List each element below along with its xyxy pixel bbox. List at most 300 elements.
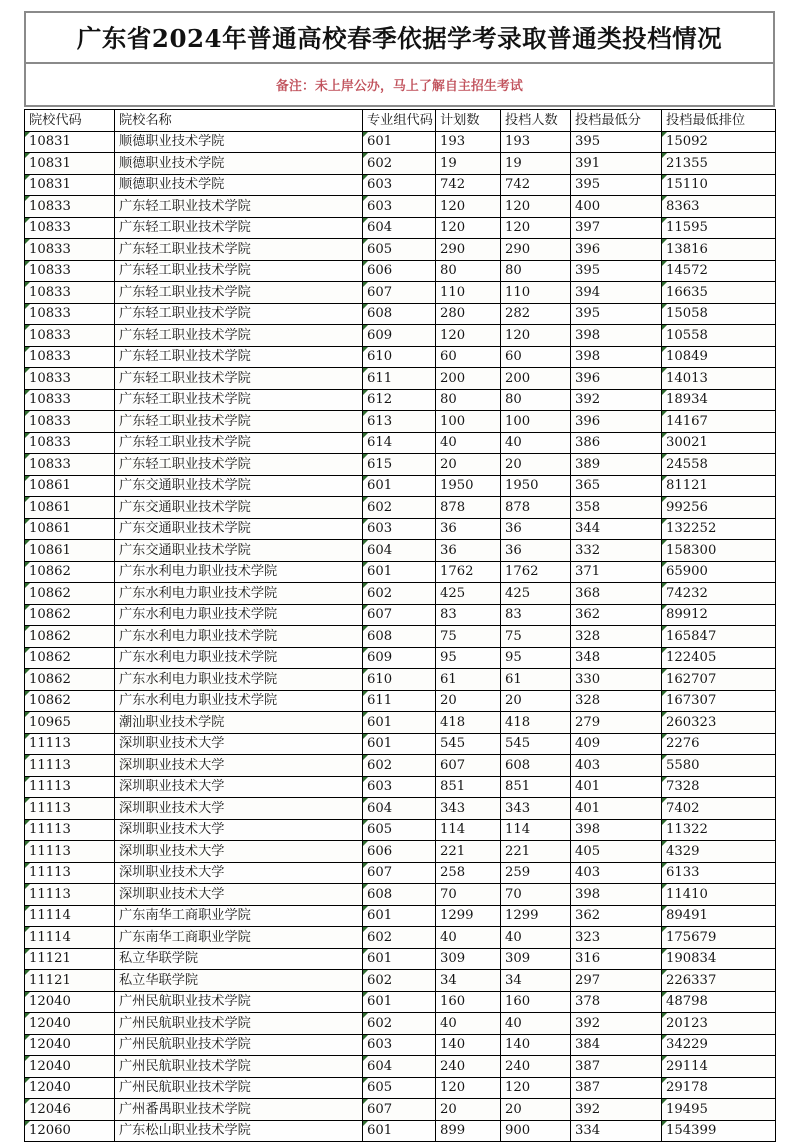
cell-school-name: 广东南华工商职业学院 [115, 927, 363, 949]
cell-school-code: 10833 [25, 411, 115, 433]
column-header-min-rank: 投档最低排位 [662, 110, 776, 132]
cell-major-group-code: 607 [363, 604, 436, 626]
table-row [25, 626, 776, 648]
cell-school-name: 广东轻工职业技术学院 [115, 282, 363, 304]
cell-school-code: 11121 [25, 970, 115, 992]
table-row [25, 260, 776, 282]
cell-plan-count: 20 [436, 1099, 501, 1121]
cell-school-code: 10862 [25, 669, 115, 691]
cell-min-score: 330 [571, 669, 662, 691]
cell-plan-count: 60 [436, 346, 501, 368]
table-row [25, 497, 776, 519]
title-box [24, 11, 775, 63]
cell-plan-count: 240 [436, 1056, 501, 1078]
cell-school-name: 顺德职业技术学院 [115, 131, 363, 153]
cell-school-code: 10862 [25, 583, 115, 605]
cell-admitted-count: 70 [501, 884, 571, 906]
cell-plan-count: 40 [436, 432, 501, 454]
cell-plan-count: 120 [436, 1077, 501, 1099]
table-row [25, 841, 776, 863]
cell-major-group-code: 614 [363, 432, 436, 454]
cell-major-group-code: 603 [363, 174, 436, 196]
cell-major-group-code: 607 [363, 1099, 436, 1121]
table-body [25, 131, 776, 1142]
cell-min-rank: 19495 [662, 1099, 776, 1121]
column-header-school-code: 院校代码 [25, 110, 115, 132]
table-row [25, 647, 776, 669]
cell-admitted-count: 1299 [501, 905, 571, 927]
cell-admitted-count: 418 [501, 712, 571, 734]
cell-admitted-count: 193 [501, 131, 571, 153]
cell-min-score: 328 [571, 690, 662, 712]
cell-min-rank: 167307 [662, 690, 776, 712]
cell-plan-count: 110 [436, 282, 501, 304]
cell-school-code: 12040 [25, 1077, 115, 1099]
cell-school-name: 广东松山职业技术学院 [115, 1120, 363, 1142]
table-row [25, 991, 776, 1013]
cell-plan-count: 20 [436, 454, 501, 476]
cell-min-score: 398 [571, 819, 662, 841]
cell-min-rank: 10849 [662, 346, 776, 368]
cell-school-name: 广东水利电力职业技术学院 [115, 669, 363, 691]
cell-plan-count: 36 [436, 518, 501, 540]
cell-admitted-count: 851 [501, 776, 571, 798]
table-row [25, 153, 776, 175]
cell-school-code: 10833 [25, 239, 115, 261]
cell-min-rank: 190834 [662, 948, 776, 970]
cell-admitted-count: 120 [501, 217, 571, 239]
cell-plan-count: 120 [436, 217, 501, 239]
cell-major-group-code: 601 [363, 733, 436, 755]
cell-major-group-code: 601 [363, 905, 436, 927]
cell-min-rank: 65900 [662, 561, 776, 583]
cell-major-group-code: 613 [363, 411, 436, 433]
table-row [25, 432, 776, 454]
cell-min-rank: 162707 [662, 669, 776, 691]
cell-min-rank: 14013 [662, 368, 776, 390]
cell-school-code: 11113 [25, 798, 115, 820]
cell-major-group-code: 607 [363, 282, 436, 304]
cell-major-group-code: 615 [363, 454, 436, 476]
cell-min-score: 387 [571, 1056, 662, 1078]
cell-min-rank: 10558 [662, 325, 776, 347]
cell-min-rank: 99256 [662, 497, 776, 519]
cell-min-score: 323 [571, 927, 662, 949]
cell-admitted-count: 120 [501, 1077, 571, 1099]
cell-min-rank: 132252 [662, 518, 776, 540]
cell-plan-count: 1299 [436, 905, 501, 927]
cell-school-name: 广东水利电力职业技术学院 [115, 690, 363, 712]
cell-school-code: 10833 [25, 325, 115, 347]
cell-school-code: 10833 [25, 454, 115, 476]
cell-min-rank: 158300 [662, 540, 776, 562]
cell-min-rank: 16635 [662, 282, 776, 304]
cell-min-score: 395 [571, 174, 662, 196]
cell-school-name: 广州番禺职业技术学院 [115, 1099, 363, 1121]
table-row [25, 303, 776, 325]
table-row [25, 1099, 776, 1121]
cell-school-name: 广东轻工职业技术学院 [115, 239, 363, 261]
cell-plan-count: 545 [436, 733, 501, 755]
cell-min-rank: 165847 [662, 626, 776, 648]
cell-min-score: 348 [571, 647, 662, 669]
cell-min-rank: 29114 [662, 1056, 776, 1078]
cell-min-rank: 11410 [662, 884, 776, 906]
cell-plan-count: 193 [436, 131, 501, 153]
table-row [25, 905, 776, 927]
table-row [25, 1077, 776, 1099]
cell-admitted-count: 1762 [501, 561, 571, 583]
cell-school-code: 10861 [25, 540, 115, 562]
table-row [25, 325, 776, 347]
cell-school-name: 广东轻工职业技术学院 [115, 432, 363, 454]
cell-admitted-count: 40 [501, 432, 571, 454]
column-header-school-name: 院校名称 [115, 110, 363, 132]
cell-min-score: 362 [571, 604, 662, 626]
cell-school-name: 广东水利电力职业技术学院 [115, 583, 363, 605]
cell-major-group-code: 604 [363, 798, 436, 820]
cell-plan-count: 61 [436, 669, 501, 691]
cell-school-name: 广东交通职业技术学院 [115, 518, 363, 540]
cell-min-score: 401 [571, 798, 662, 820]
cell-admitted-count: 34 [501, 970, 571, 992]
cell-school-code: 11113 [25, 733, 115, 755]
cell-plan-count: 20 [436, 690, 501, 712]
table-row [25, 561, 776, 583]
cell-admitted-count: 114 [501, 819, 571, 841]
page-title: 广东省2024年普通高校春季依据学考录取普通类投档情况 [76, 24, 723, 53]
cell-school-name: 私立华联学院 [115, 970, 363, 992]
cell-school-code: 10833 [25, 346, 115, 368]
cell-school-code: 10861 [25, 497, 115, 519]
cell-school-name: 深圳职业技术大学 [115, 884, 363, 906]
cell-admitted-count: 545 [501, 733, 571, 755]
cell-plan-count: 95 [436, 647, 501, 669]
cell-admitted-count: 120 [501, 325, 571, 347]
cell-school-code: 11113 [25, 776, 115, 798]
cell-major-group-code: 605 [363, 239, 436, 261]
cell-school-name: 深圳职业技术大学 [115, 755, 363, 777]
cell-min-score: 398 [571, 884, 662, 906]
cell-major-group-code: 611 [363, 690, 436, 712]
cell-min-score: 396 [571, 368, 662, 390]
cell-school-code: 12040 [25, 991, 115, 1013]
cell-school-name: 广东轻工职业技术学院 [115, 217, 363, 239]
column-header-major-group-code: 专业组代码 [363, 110, 436, 132]
cell-school-code: 11121 [25, 948, 115, 970]
table-row [25, 776, 776, 798]
cell-school-name: 深圳职业技术大学 [115, 776, 363, 798]
cell-major-group-code: 608 [363, 303, 436, 325]
cell-min-score: 403 [571, 862, 662, 884]
cell-min-rank: 81121 [662, 475, 776, 497]
cell-plan-count: 418 [436, 712, 501, 734]
cell-major-group-code: 610 [363, 346, 436, 368]
cell-school-code: 12040 [25, 1056, 115, 1078]
cell-min-score: 362 [571, 905, 662, 927]
cell-major-group-code: 609 [363, 647, 436, 669]
cell-min-rank: 48798 [662, 991, 776, 1013]
admission-table-wrapper [24, 109, 775, 1142]
cell-school-code: 10831 [25, 153, 115, 175]
cell-min-rank: 154399 [662, 1120, 776, 1142]
cell-plan-count: 40 [436, 927, 501, 949]
cell-school-name: 广东轻工职业技术学院 [115, 368, 363, 390]
cell-min-score: 395 [571, 131, 662, 153]
cell-school-code: 11113 [25, 755, 115, 777]
cell-school-name: 广东南华工商职业学院 [115, 905, 363, 927]
cell-min-rank: 4329 [662, 841, 776, 863]
cell-school-code: 11113 [25, 862, 115, 884]
cell-min-score: 405 [571, 841, 662, 863]
table-row [25, 690, 776, 712]
cell-min-rank: 18934 [662, 389, 776, 411]
cell-major-group-code: 603 [363, 196, 436, 218]
cell-admitted-count: 120 [501, 196, 571, 218]
column-header-min-score: 投档最低分 [571, 110, 662, 132]
cell-school-code: 10833 [25, 303, 115, 325]
cell-major-group-code: 608 [363, 626, 436, 648]
remark-text: 备注：未上岸公办，马上了解自主招生考试 [276, 79, 523, 94]
cell-plan-count: 100 [436, 411, 501, 433]
cell-major-group-code: 602 [363, 1013, 436, 1035]
cell-min-rank: 260323 [662, 712, 776, 734]
cell-plan-count: 120 [436, 325, 501, 347]
cell-plan-count: 75 [436, 626, 501, 648]
table-row [25, 970, 776, 992]
cell-admitted-count: 259 [501, 862, 571, 884]
cell-school-code: 10833 [25, 217, 115, 239]
cell-min-score: 398 [571, 346, 662, 368]
table-row [25, 389, 776, 411]
cell-min-score: 395 [571, 303, 662, 325]
table-row [25, 174, 776, 196]
cell-major-group-code: 601 [363, 1120, 436, 1142]
cell-school-name: 广东交通职业技术学院 [115, 540, 363, 562]
cell-admitted-count: 309 [501, 948, 571, 970]
table-row [25, 239, 776, 261]
cell-plan-count: 290 [436, 239, 501, 261]
cell-plan-count: 343 [436, 798, 501, 820]
cell-major-group-code: 610 [363, 669, 436, 691]
cell-school-name: 深圳职业技术大学 [115, 798, 363, 820]
cell-min-score: 334 [571, 1120, 662, 1142]
cell-plan-count: 34 [436, 970, 501, 992]
cell-school-code: 10861 [25, 475, 115, 497]
cell-school-name: 广东交通职业技术学院 [115, 497, 363, 519]
table-row [25, 1034, 776, 1056]
cell-school-name: 广州民航职业技术学院 [115, 1056, 363, 1078]
cell-min-score: 395 [571, 260, 662, 282]
cell-plan-count: 899 [436, 1120, 501, 1142]
cell-min-rank: 21355 [662, 153, 776, 175]
cell-min-rank: 11322 [662, 819, 776, 841]
cell-school-name: 潮汕职业技术学院 [115, 712, 363, 734]
cell-major-group-code: 609 [363, 325, 436, 347]
cell-min-rank: 122405 [662, 647, 776, 669]
cell-admitted-count: 19 [501, 153, 571, 175]
table-row [25, 604, 776, 626]
table-row [25, 733, 776, 755]
cell-admitted-count: 425 [501, 583, 571, 605]
cell-school-code: 11113 [25, 819, 115, 841]
cell-plan-count: 309 [436, 948, 501, 970]
cell-admitted-count: 60 [501, 346, 571, 368]
column-header-admitted-count: 投档人数 [501, 110, 571, 132]
cell-school-name: 深圳职业技术大学 [115, 841, 363, 863]
cell-admitted-count: 1950 [501, 475, 571, 497]
table-row [25, 454, 776, 476]
cell-plan-count: 114 [436, 819, 501, 841]
cell-major-group-code: 602 [363, 755, 436, 777]
cell-min-score: 392 [571, 1099, 662, 1121]
cell-min-rank: 89912 [662, 604, 776, 626]
cell-major-group-code: 601 [363, 712, 436, 734]
cell-school-code: 10831 [25, 131, 115, 153]
cell-major-group-code: 605 [363, 819, 436, 841]
cell-admitted-count: 20 [501, 454, 571, 476]
table-row [25, 217, 776, 239]
cell-min-rank: 11595 [662, 217, 776, 239]
cell-min-rank: 89491 [662, 905, 776, 927]
cell-min-rank: 6133 [662, 862, 776, 884]
cell-plan-count: 40 [436, 1013, 501, 1035]
table-row [25, 798, 776, 820]
cell-major-group-code: 603 [363, 518, 436, 540]
cell-min-score: 386 [571, 432, 662, 454]
cell-school-code: 12040 [25, 1034, 115, 1056]
cell-admitted-count: 160 [501, 991, 571, 1013]
cell-admitted-count: 83 [501, 604, 571, 626]
cell-min-score: 398 [571, 325, 662, 347]
cell-major-group-code: 606 [363, 260, 436, 282]
column-header-plan-count: 计划数 [436, 110, 501, 132]
cell-admitted-count: 36 [501, 518, 571, 540]
cell-school-name: 广州民航职业技术学院 [115, 991, 363, 1013]
cell-school-code: 11113 [25, 884, 115, 906]
cell-school-name: 广州民航职业技术学院 [115, 1013, 363, 1035]
cell-min-rank: 15092 [662, 131, 776, 153]
cell-min-score: 332 [571, 540, 662, 562]
cell-school-code: 10862 [25, 604, 115, 626]
cell-school-name: 广州民航职业技术学院 [115, 1034, 363, 1056]
table-row [25, 282, 776, 304]
cell-school-code: 10833 [25, 389, 115, 411]
cell-min-score: 344 [571, 518, 662, 540]
cell-admitted-count: 100 [501, 411, 571, 433]
cell-school-code: 11114 [25, 927, 115, 949]
cell-school-name: 广东轻工职业技术学院 [115, 196, 363, 218]
cell-school-code: 10833 [25, 196, 115, 218]
cell-min-score: 391 [571, 153, 662, 175]
cell-min-score: 392 [571, 389, 662, 411]
cell-school-name: 广东水利电力职业技术学院 [115, 647, 363, 669]
table-row [25, 368, 776, 390]
cell-school-name: 广东水利电力职业技术学院 [115, 561, 363, 583]
cell-min-rank: 74232 [662, 583, 776, 605]
table-row [25, 196, 776, 218]
cell-min-rank: 24558 [662, 454, 776, 476]
cell-plan-count: 1950 [436, 475, 501, 497]
cell-major-group-code: 602 [363, 153, 436, 175]
cell-min-rank: 15058 [662, 303, 776, 325]
cell-admitted-count: 20 [501, 690, 571, 712]
cell-min-score: 403 [571, 755, 662, 777]
cell-plan-count: 258 [436, 862, 501, 884]
table-row [25, 1056, 776, 1078]
table-header-row [25, 110, 776, 132]
cell-plan-count: 607 [436, 755, 501, 777]
cell-plan-count: 221 [436, 841, 501, 863]
cell-school-name: 深圳职业技术大学 [115, 819, 363, 841]
cell-plan-count: 80 [436, 260, 501, 282]
cell-admitted-count: 608 [501, 755, 571, 777]
cell-school-code: 12060 [25, 1120, 115, 1142]
cell-school-code: 11113 [25, 841, 115, 863]
table-row [25, 669, 776, 691]
cell-min-score: 400 [571, 196, 662, 218]
cell-school-name: 深圳职业技术大学 [115, 733, 363, 755]
cell-major-group-code: 601 [363, 991, 436, 1013]
cell-admitted-count: 200 [501, 368, 571, 390]
table-row [25, 755, 776, 777]
cell-min-rank: 34229 [662, 1034, 776, 1056]
table-row [25, 884, 776, 906]
cell-admitted-count: 900 [501, 1120, 571, 1142]
cell-min-rank: 15110 [662, 174, 776, 196]
cell-min-score: 409 [571, 733, 662, 755]
cell-admitted-count: 290 [501, 239, 571, 261]
cell-school-code: 10861 [25, 518, 115, 540]
table-row [25, 1120, 776, 1142]
cell-admitted-count: 221 [501, 841, 571, 863]
cell-major-group-code: 602 [363, 497, 436, 519]
cell-plan-count: 160 [436, 991, 501, 1013]
cell-plan-count: 83 [436, 604, 501, 626]
cell-min-rank: 8363 [662, 196, 776, 218]
table-row [25, 862, 776, 884]
cell-plan-count: 200 [436, 368, 501, 390]
cell-plan-count: 280 [436, 303, 501, 325]
cell-plan-count: 80 [436, 389, 501, 411]
cell-plan-count: 19 [436, 153, 501, 175]
cell-min-score: 387 [571, 1077, 662, 1099]
cell-major-group-code: 601 [363, 131, 436, 153]
cell-major-group-code: 608 [363, 884, 436, 906]
cell-min-rank: 20123 [662, 1013, 776, 1035]
cell-school-name: 广东轻工职业技术学院 [115, 346, 363, 368]
cell-major-group-code: 602 [363, 927, 436, 949]
cell-min-score: 389 [571, 454, 662, 476]
table-row [25, 1013, 776, 1035]
cell-min-rank: 30021 [662, 432, 776, 454]
cell-admitted-count: 40 [501, 927, 571, 949]
cell-school-code: 12040 [25, 1013, 115, 1035]
cell-admitted-count: 110 [501, 282, 571, 304]
cell-school-code: 11114 [25, 905, 115, 927]
cell-major-group-code: 602 [363, 970, 436, 992]
cell-school-code: 12046 [25, 1099, 115, 1121]
table-row [25, 518, 776, 540]
table-row [25, 948, 776, 970]
cell-admitted-count: 140 [501, 1034, 571, 1056]
cell-major-group-code: 602 [363, 583, 436, 605]
cell-major-group-code: 603 [363, 776, 436, 798]
cell-min-score: 394 [571, 282, 662, 304]
cell-school-name: 广东轻工职业技术学院 [115, 260, 363, 282]
cell-major-group-code: 611 [363, 368, 436, 390]
cell-school-code: 10862 [25, 690, 115, 712]
